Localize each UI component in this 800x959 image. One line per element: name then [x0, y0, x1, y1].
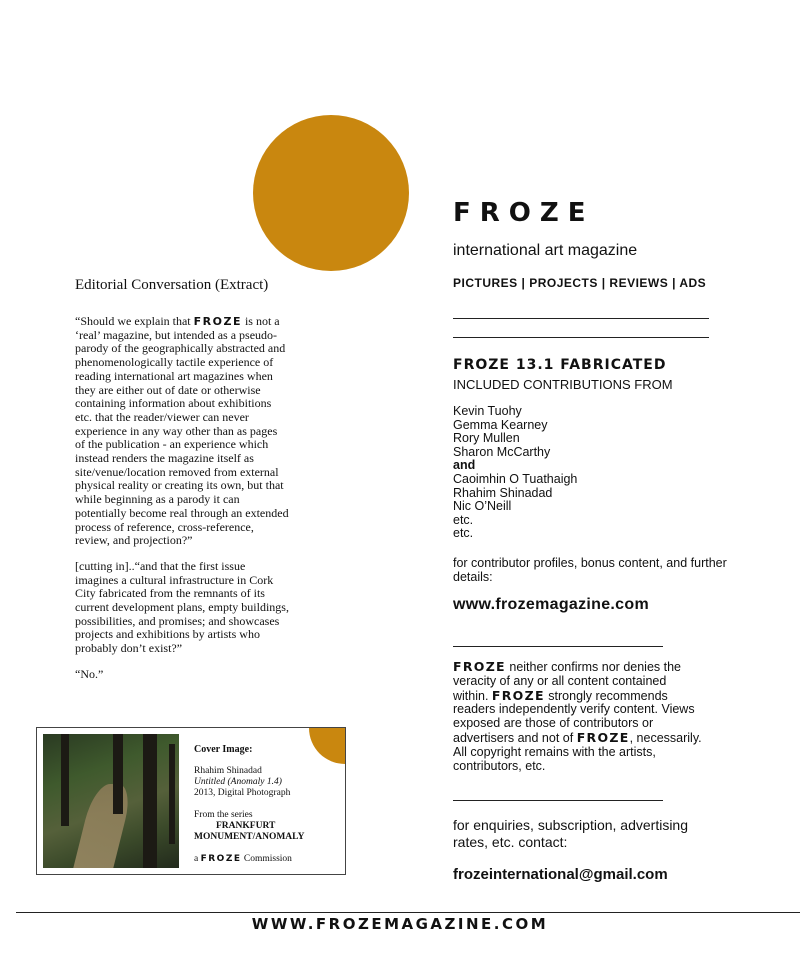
profiles-text: for contributor profiles, bonus content, and further details:	[453, 556, 727, 584]
disclaimer-part-1: neither confirms nor denies the veracity of any or all content contained within.	[453, 660, 681, 703]
editorial-title: Editorial Conversation (Extract)	[75, 277, 269, 293]
enquiries-text: for enquiries, subscription, advertising rates, etc. contact:	[453, 817, 689, 850]
cover-image-box	[36, 727, 346, 875]
brand-inline: FROZE	[200, 854, 242, 864]
divider	[453, 337, 709, 338]
contributor-name: Rhahim Shinadad	[453, 485, 553, 500]
contributor-name: Kevin Tuohy	[453, 404, 522, 418]
cover-commission	[194, 854, 344, 865]
brand-inline: FROZE	[193, 315, 242, 328]
tree-trunk	[113, 734, 123, 814]
editorial-paragraph-1	[75, 315, 290, 548]
contributor-name: Sharon McCarthy	[453, 444, 551, 459]
cover-details: 2013, Digital Photograph	[194, 788, 291, 798]
commission-prefix: a	[194, 854, 201, 864]
editorial-p1-suffix: is not a ‘real’ magazine, but intended as a pseudo-parody of the geographically abstracted and phenomenologically tactile experience of reading international art magazines when they are either out of date or otherwise containing information about exhibitions etc. that the reader/viewer can never experience in any way other than as pages of the publication - an experience which instead renders the magazine itself as site/venue/location removed from external physical reality or creating its own, but that while beginning as a parody it can potentially become real through an extended process of reference, cross-reference, review, and projection?”	[75, 314, 289, 548]
footer-divider	[16, 912, 800, 913]
brand-inline: FROZE	[576, 729, 630, 745]
magazine-logo: FROZE	[453, 198, 595, 228]
divider	[453, 800, 663, 801]
website-link[interactable]: www.frozemagazine.com	[453, 596, 649, 613]
contributor-name: Rory Mullen	[453, 431, 520, 446]
forest-path-shape	[72, 784, 134, 868]
editorial-paragraph-2: [cutting in]..“and that the first issue imagines a cultural infrastructure in Cork City fabricated from the remnants of its current development plans, empty buildings, possibilities, and promises; and showcases projects and exhibitions by artists who probably don’t exist?”	[75, 558, 289, 656]
divider	[453, 318, 709, 319]
issue-subtitle: INCLUDED CONTRIBUTIONS FROM	[453, 377, 673, 392]
disclaimer-part-2: strongly recommends readers independently verify content. Views exposed are those of contributors or advertisers and not of	[453, 688, 695, 745]
editorial-paragraph-3: “No.”	[75, 666, 104, 681]
commission-suffix: Commission	[241, 854, 292, 864]
cover-label: Cover Image:	[194, 744, 253, 755]
issue-title: FROZE 13.1 FABRICATED	[453, 357, 667, 373]
cover-work-title: Untitled (Anomaly 1.4)	[194, 777, 282, 787]
contact-email-link[interactable]: frozeinternational@gmail.com	[453, 866, 668, 883]
contributor-name: Gemma Kearney	[453, 417, 548, 432]
footer-website-link[interactable]: WWW.FROZEMAGAZINE.COM	[251, 915, 549, 933]
orange-circle-graphic	[253, 115, 409, 271]
cover-photo	[43, 734, 179, 868]
cover-series-name-2: MONUMENT/ANOMALY	[194, 832, 305, 842]
tree-trunk	[143, 734, 157, 868]
divider	[453, 646, 663, 647]
cover-series-label: From the series	[194, 810, 253, 820]
cover-caption	[194, 744, 344, 865]
contributor-name: Caoimhin O Tuathaigh	[453, 471, 578, 486]
brand-inline: FROZE	[491, 687, 545, 703]
tagline: international art magazine	[453, 242, 638, 259]
contributor-name: Nic O’Neill	[453, 499, 512, 514]
editorial-body	[75, 315, 290, 694]
tree-trunk	[61, 734, 69, 826]
disclaimer-text	[453, 660, 703, 773]
editorial-p1-prefix: “Should we explain that	[75, 314, 194, 328]
contributor-etc: etc.	[453, 526, 474, 541]
tree-trunk	[169, 744, 175, 844]
brand-inline: FROZE	[453, 659, 506, 674]
section-list: PICTURES | PROJECTS | REVIEWS | ADS	[453, 276, 707, 290]
contributor-list	[453, 405, 577, 541]
contributor-conjunction: and	[453, 458, 476, 473]
contributor-etc: etc.	[453, 512, 474, 527]
disclaimer-part-3: , necessarily. All copyright remains with the artists, contributors, etc.	[453, 730, 702, 773]
cover-artist: Rhahim Shinadad	[194, 766, 262, 776]
cover-series-name-1: FRANKFURT	[216, 821, 276, 831]
